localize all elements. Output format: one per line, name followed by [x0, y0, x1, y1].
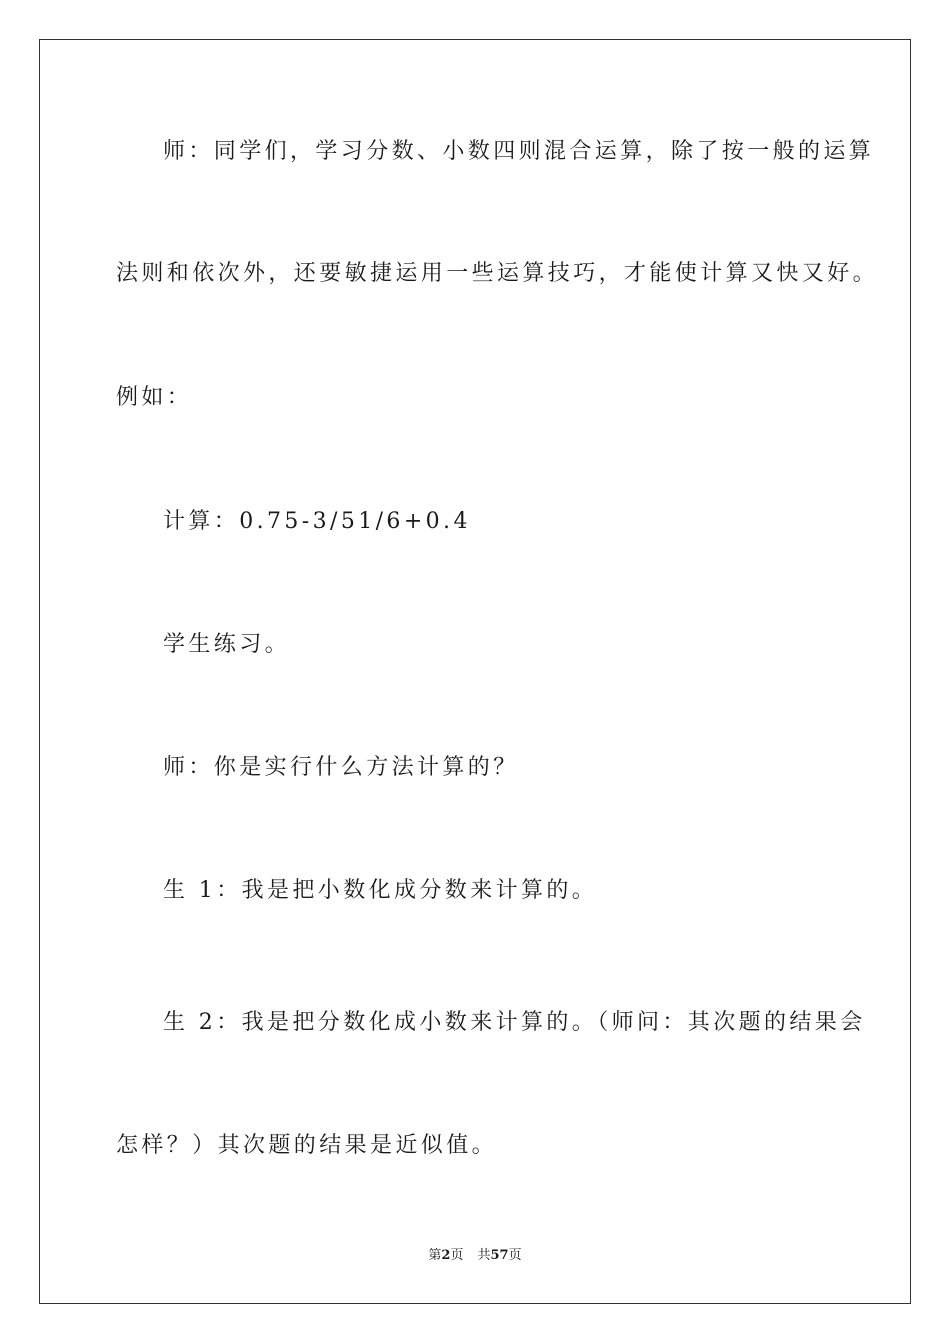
paragraph-calculation: 计算：0.75-3/51/6+0.4: [163, 509, 471, 534]
paragraph-student-2-line1: 生 2：我是把分数化成小数来计算的。（师问：其次题的结果会: [163, 1010, 866, 1035]
paragraph-teacher-intro-line1: 师：同学们，学习分数、小数四则混合运算，除了按一般的运算: [163, 139, 875, 164]
paragraph-student-1: 生 1：我是把小数化成分数来计算的。: [163, 878, 598, 903]
footer-total-suffix: 页: [508, 1248, 522, 1263]
footer-page-suffix: 页: [450, 1248, 464, 1263]
paragraph-teacher-question: 师：你是实行什么方法计算的？: [163, 755, 519, 780]
paragraph-student-practice: 学生练习。: [163, 632, 291, 657]
page-border: [39, 39, 911, 1304]
paragraph-teacher-intro-line2: 法则和依次外，还要敏捷运用一些运算技巧，才能使计算又快又好。: [116, 261, 879, 286]
footer-page-prefix: 第: [428, 1248, 442, 1263]
footer-total-pages: 57: [490, 1248, 509, 1263]
page-footer: [0, 1247, 950, 1265]
footer-total-prefix: 共: [477, 1248, 491, 1263]
footer-page-number: 2: [441, 1248, 451, 1263]
paragraph-example-label: 例如：: [116, 385, 193, 410]
paragraph-student-2-line2: 怎样？）其次题的结果是近似值。: [116, 1133, 498, 1158]
